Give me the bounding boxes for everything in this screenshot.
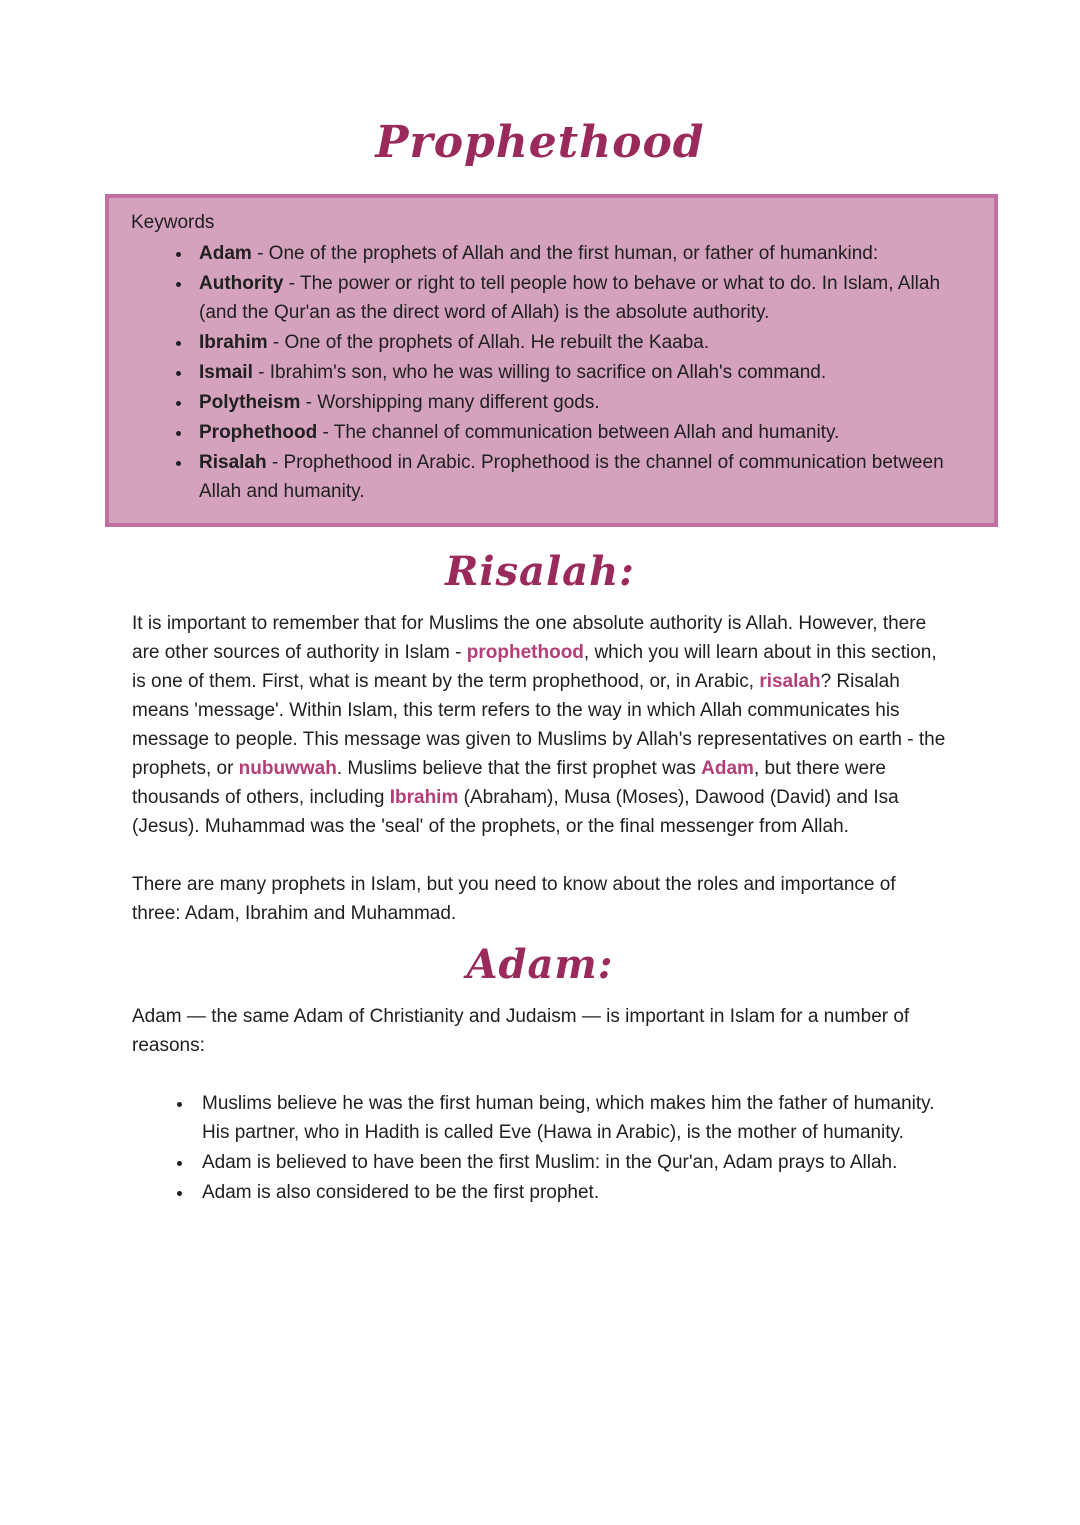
keyword-term: Authority: [199, 273, 284, 294]
text-segment: , which you will learn about in this section, is one of them. First, what is meant by the term prophethood, or, in Arabic,: [132, 642, 937, 692]
keywords-list: [193, 239, 970, 506]
adam-intro-paragraph: Adam — the same Adam of Christianity and Judaism — is important in Islam for a number of reasons:: [132, 1006, 910, 1056]
keyword-definition: - Ibrahim's son, who he was willing to sacrifice on Allah's command.: [252, 362, 827, 383]
risalah-paragraph-1: [132, 609, 948, 841]
highlighted-term: Adam: [701, 758, 754, 779]
keyword-definition: - Prophethood in Arabic. Prophethood is the channel of communication between Allah and humanity.: [199, 452, 944, 502]
keywords-box: [105, 194, 998, 527]
bullet-item: • Adam is also considered to be the first prophet.: [194, 1178, 948, 1207]
keyword-definition: - One of the prophets of Allah and the first human, or father of humankind:: [251, 243, 879, 264]
keyword-definition: - The power or right to tell people how to behave or what to do. In Islam, Allah (and the Qur'an as the direct word of Allah) is the absolute authority.: [199, 273, 941, 323]
keyword-item: [193, 239, 960, 268]
highlighted-term: nubuwwah: [238, 758, 337, 779]
risalah-paragraph-2: There are many prophets in Islam, but you need to know about the roles and importance of three: Adam, Ibrahim and Muhammad.: [132, 874, 896, 924]
section-heading-adam: Adam:: [466, 941, 614, 988]
highlighted-term: Ibrahim: [389, 787, 459, 808]
keyword-item: [193, 328, 960, 357]
keyword-term: Prophethood: [199, 422, 318, 443]
keyword-item: [193, 448, 960, 506]
highlighted-term: risalah: [759, 671, 821, 692]
keyword-term: Polytheism: [199, 392, 301, 413]
highlighted-term: prophethood: [466, 642, 584, 663]
bullet-item: • Adam is believed to have been the first Muslim: in the Qur'an, Adam prays to Allah.: [194, 1148, 948, 1177]
text-segment: , but there were thousands of others, including: [132, 758, 886, 808]
bullet-item: • Muslims believe he was the first human being, which makes him the father of humanity. His partner, who in Hadith is called Eve (Hawa in Arabic), is the mother of humanity.: [194, 1089, 948, 1147]
section-heading-risalah: Risalah:: [445, 548, 635, 595]
keyword-definition: - The channel of communication between Allah and humanity.: [317, 422, 840, 443]
text-segment: . Muslims believe that the first prophet was: [336, 758, 702, 779]
keywords-label: Keywords: [131, 212, 215, 233]
keyword-item: [193, 418, 960, 447]
keyword-item: [193, 388, 960, 417]
keyword-term: Adam: [199, 243, 252, 264]
text-segment: (Abraham), Musa (Moses), Dawood (David) and Isa (Jesus). Muhammad was the 'seal' of the prophets, or the final messenger from Allah.: [132, 787, 899, 837]
keyword-item: [193, 269, 960, 327]
text-segment: ? Risalah means 'message'. Within Islam, this term refers to the way in which Allah communicates his message to people. This message was given to Muslims by Allah's representatives on earth - the prophets, or: [132, 671, 946, 779]
keyword-item: [193, 358, 960, 387]
adam-bullet-list: [194, 1089, 948, 1207]
keyword-definition: - Worshipping many different gods.: [300, 392, 600, 413]
text-segment: It is important to remember that for Muslims the one absolute authority is Allah. However, there are other sources of authority in Islam -: [132, 613, 927, 663]
keyword-term: Ismail: [199, 362, 253, 383]
keyword-definition: - One of the prophets of Allah. He rebuilt the Kaaba.: [267, 332, 710, 353]
page-title: Prophethood: [375, 117, 705, 168]
keyword-term: Risalah: [199, 452, 267, 473]
keyword-term: Ibrahim: [199, 332, 268, 353]
